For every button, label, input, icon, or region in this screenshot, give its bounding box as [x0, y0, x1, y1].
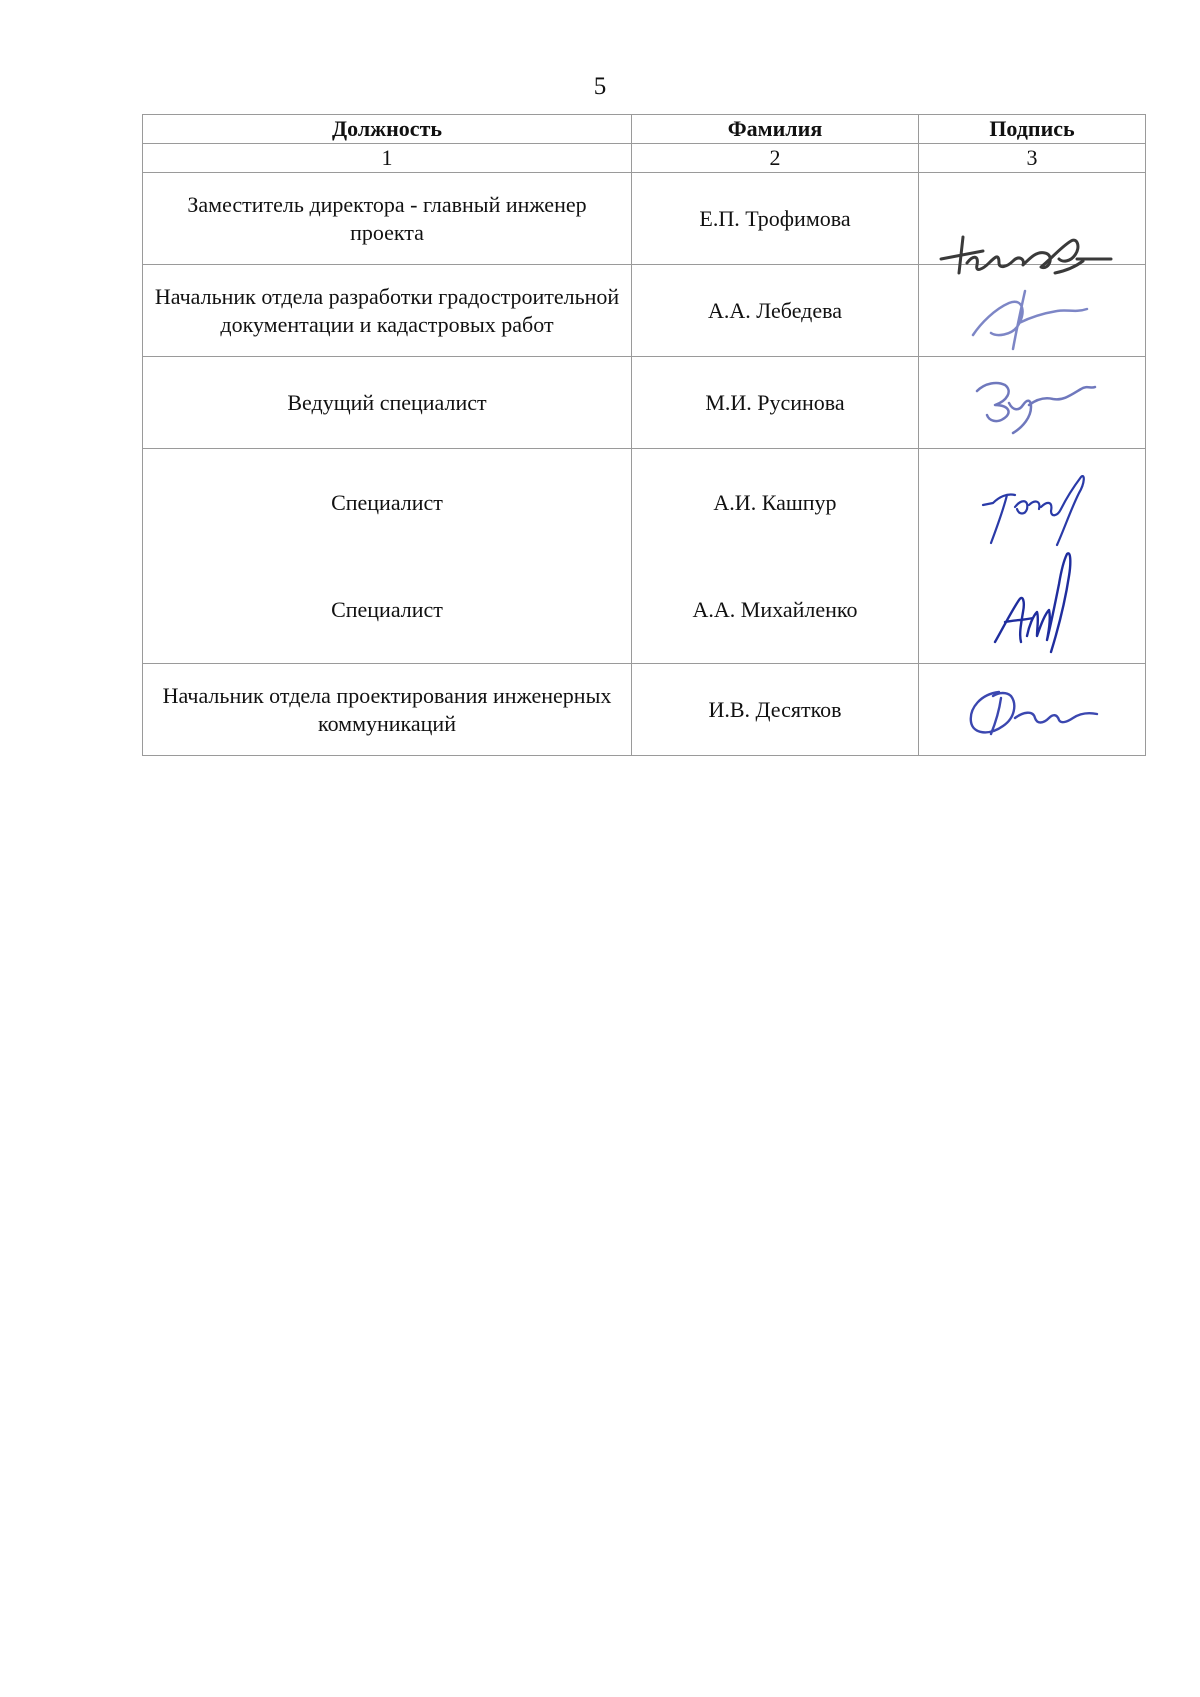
signature-kashpur-image — [981, 467, 1091, 551]
signature-cell — [919, 357, 1146, 449]
signature-cell — [919, 556, 1146, 664]
signature-trofimova-image — [937, 229, 1117, 289]
column-number-row — [143, 144, 1146, 173]
table-row — [143, 556, 1146, 664]
position-cell: Специалист — [143, 449, 632, 557]
column-number: 2 — [632, 144, 919, 173]
header-signature: Подпись — [919, 115, 1146, 144]
position-cell: Ведущий специалист — [143, 357, 632, 449]
name-cell: А.И. Кашпур — [632, 449, 919, 557]
table-row — [143, 449, 1146, 557]
name-cell: И.В. Десятков — [632, 664, 919, 756]
column-number: 3 — [919, 144, 1146, 173]
signature-desyatkov-image — [963, 682, 1103, 742]
header-position: Должность — [143, 115, 632, 144]
signature-table — [142, 114, 1146, 756]
name-cell: А.А. Михайленко — [632, 556, 919, 664]
column-number: 1 — [143, 144, 632, 173]
signature-cell — [919, 265, 1146, 357]
page-number: 5 — [593, 73, 607, 100]
position-cell: Начальник отдела проектирования инженерных коммуникаций — [143, 664, 632, 756]
name-cell: А.А. Лебедева — [632, 265, 919, 357]
table-row — [143, 664, 1146, 756]
position-cell: Заместитель директора - главный инженер проекта — [143, 173, 632, 265]
name-cell: Е.П. Трофимова — [632, 173, 919, 265]
table-row — [143, 265, 1146, 357]
signature-mikhaylenko-image — [989, 546, 1079, 656]
name-cell: М.И. Русинова — [632, 357, 919, 449]
signature-rusinova-image — [973, 369, 1103, 439]
table-row — [143, 357, 1146, 449]
signature-cell — [919, 449, 1146, 557]
signature-lebedeva-image — [967, 283, 1097, 353]
header-name: Фамилия — [632, 115, 919, 144]
signature-cell — [919, 664, 1146, 756]
position-cell: Начальник отдела разработки градостроительной документации и кадастровых работ — [143, 265, 632, 357]
table-header-row — [143, 115, 1146, 144]
position-cell: Специалист — [143, 556, 632, 664]
